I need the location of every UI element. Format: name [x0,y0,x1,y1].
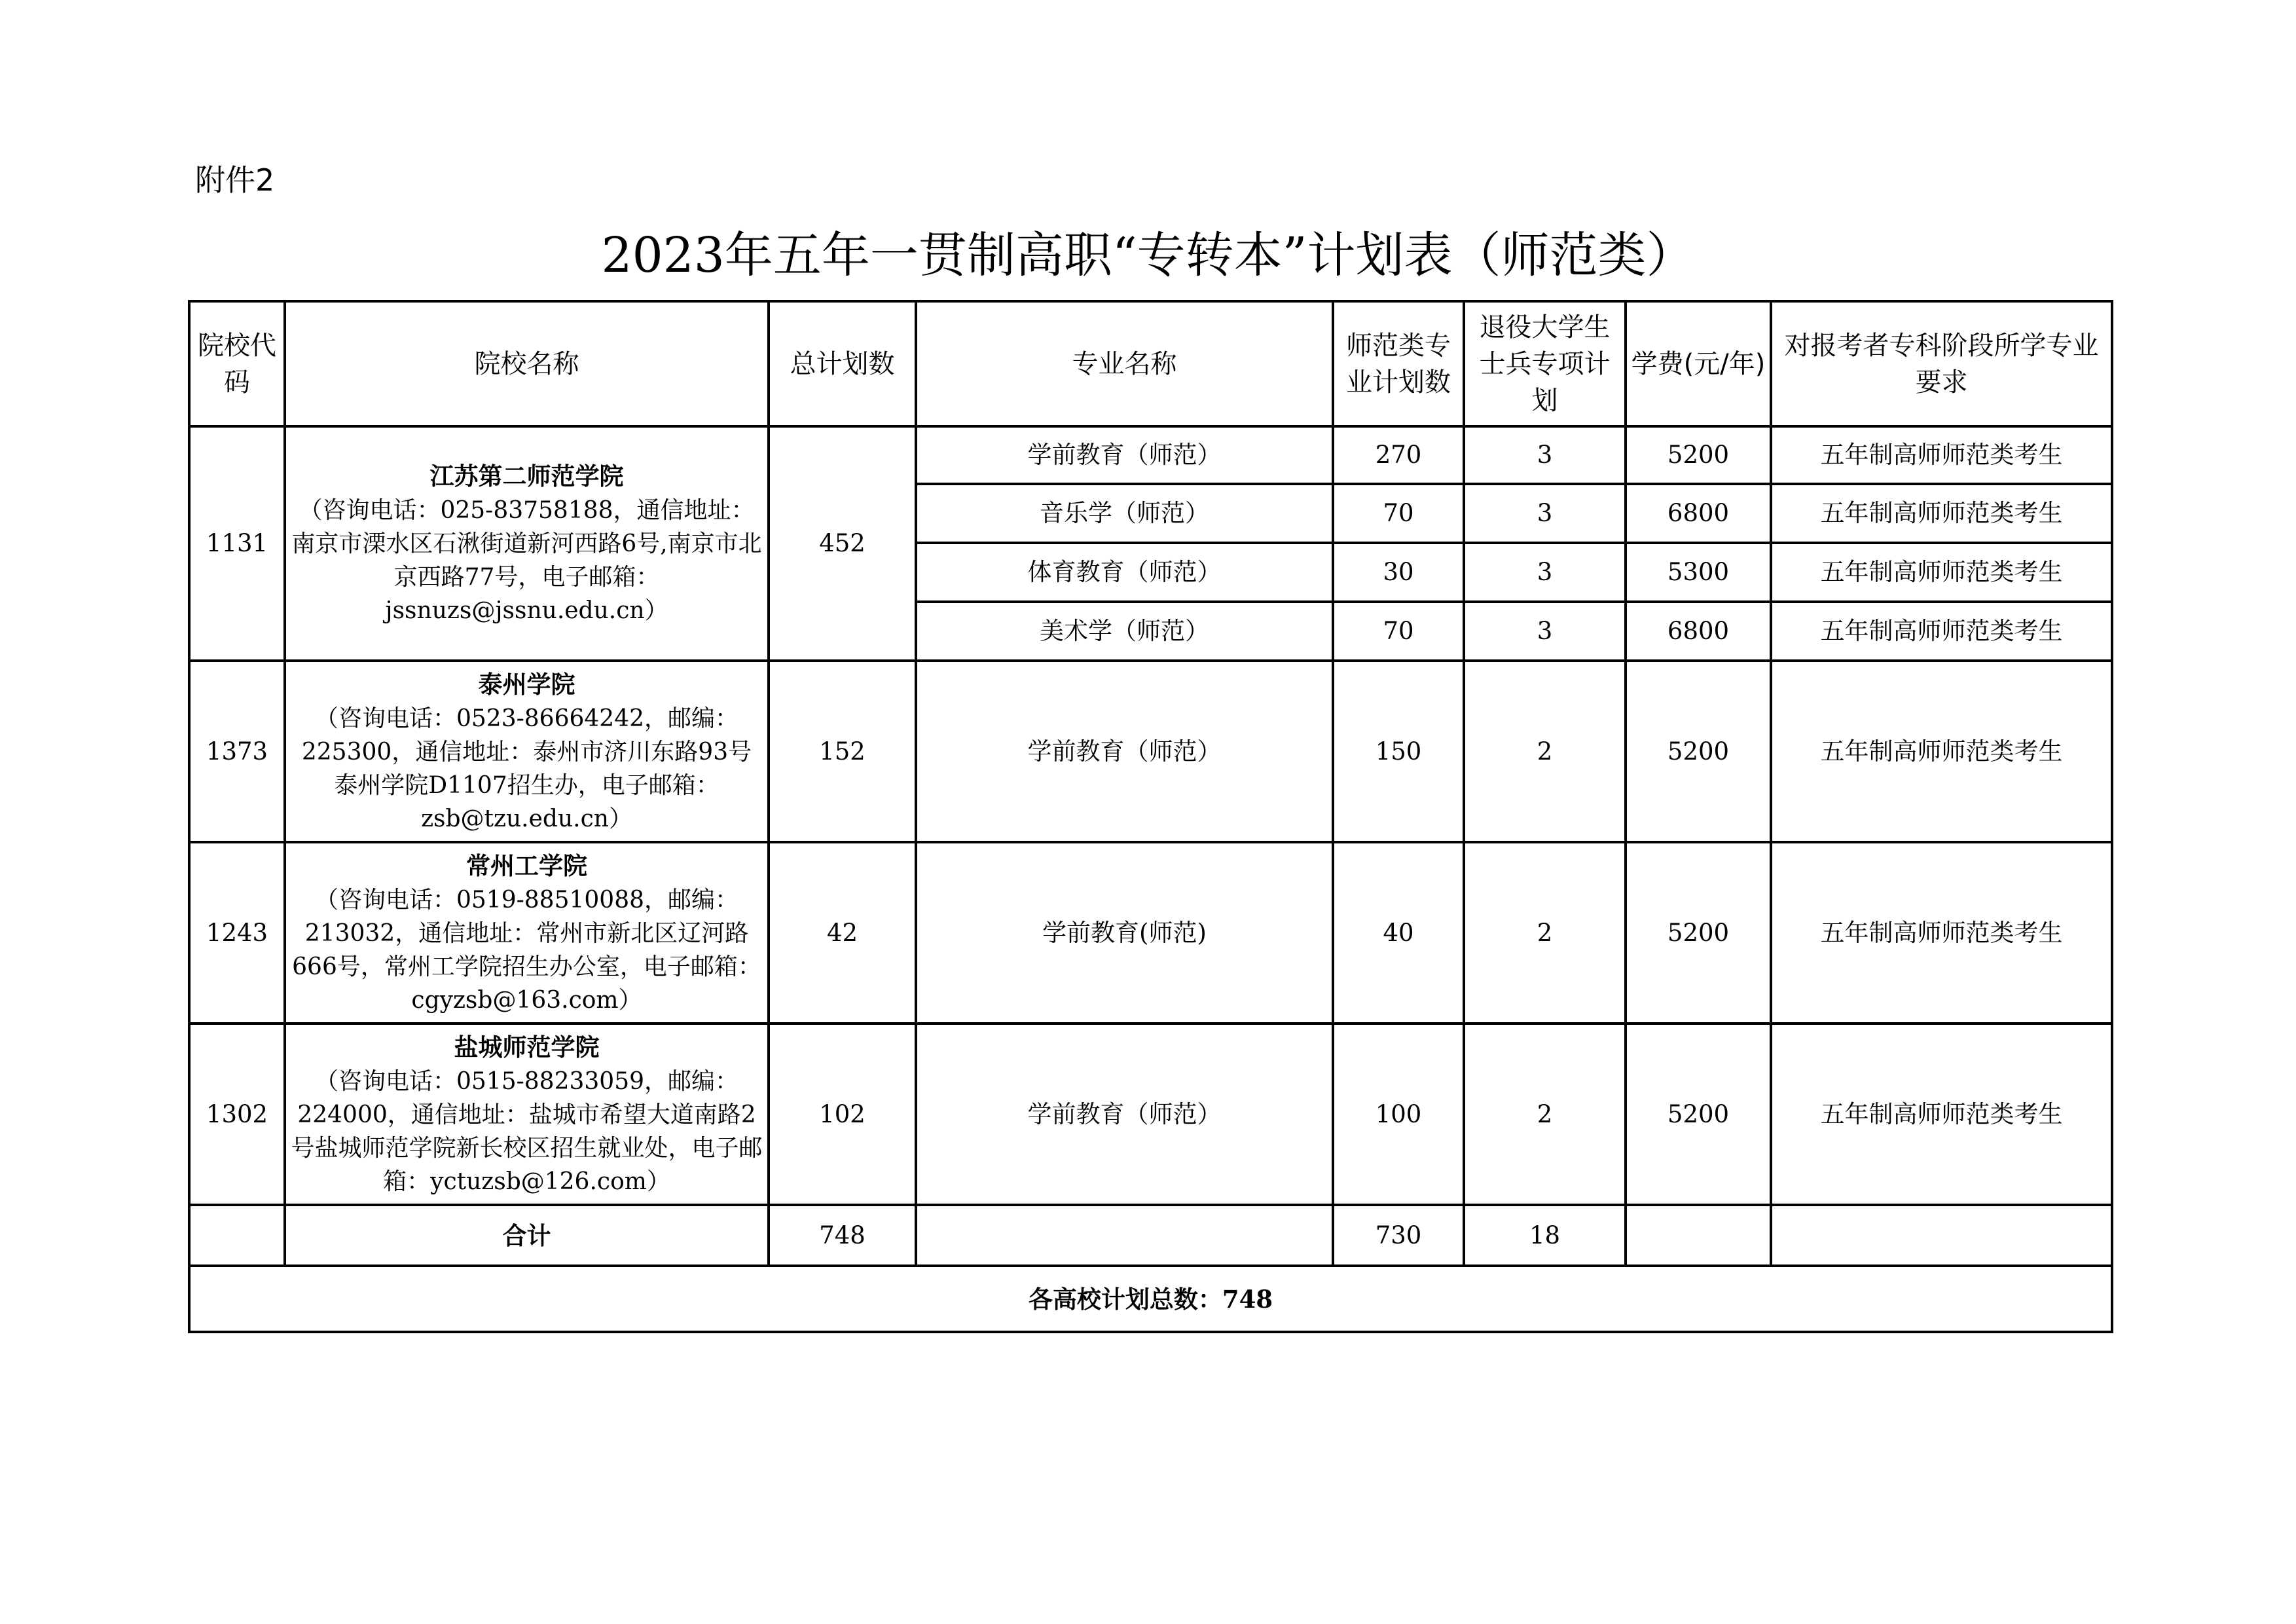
requirement: 五年制高师师范类考生 [1771,543,2112,602]
normal-plan: 270 [1333,426,1464,484]
header-normal-plan: 师范类专业计划数 [1333,301,1464,426]
veteran-plan: 3 [1464,426,1626,484]
major-name: 学前教育（师范） [916,661,1333,842]
school-total: 42 [769,842,916,1024]
header-total: 总计划数 [769,301,916,426]
requirement: 五年制高师师范类考生 [1771,1024,2112,1205]
fee: 5200 [1626,1024,1771,1205]
fee: 6800 [1626,484,1771,543]
major-name: 学前教育（师范） [916,426,1333,484]
school-info: （咨询电话：025-83758188，通信地址：南京市溧水区石湫街道新河西路6号,南京市北京西路77号，电子邮箱：jssnuzs@jssnu.edu.cn） [291,497,762,624]
header-major: 专业名称 [916,301,1333,426]
major-name: 音乐学（师范） [916,484,1333,543]
fee: 5200 [1626,426,1771,484]
school-cell [285,661,769,842]
summary-normal: 730 [1333,1205,1464,1266]
header-school: 院校名称 [285,301,769,426]
school-name: 江苏第二师范学院 [429,462,624,490]
school-code: 1302 [189,1024,285,1205]
veteran-plan: 2 [1464,661,1626,842]
school-cell [285,1024,769,1205]
summary-veteran: 18 [1464,1205,1626,1266]
normal-plan: 30 [1333,543,1464,602]
veteran-plan: 3 [1464,602,1626,661]
school-name: 泰州学院 [478,670,575,699]
fee: 5200 [1626,842,1771,1024]
school-cell [285,842,769,1024]
table-row [189,842,2112,1024]
table-row [189,426,2112,484]
school-code: 1131 [189,426,285,661]
school-total: 452 [769,426,916,661]
school-total: 152 [769,661,916,842]
major-name: 学前教育(师范) [916,842,1333,1024]
normal-plan: 70 [1333,484,1464,543]
overall-total: 各高校计划总数：748 [189,1266,2112,1332]
major-name: 美术学（师范） [916,602,1333,661]
table-row [189,1024,2112,1205]
normal-plan: 150 [1333,661,1464,842]
header-row [189,301,2112,426]
fee: 6800 [1626,602,1771,661]
school-info: （咨询电话：0515-88233059，邮编：224000，通信地址：盐城市希望大道南路2号盐城师范学院新长校区招生就业处，电子邮箱：yctuzsb@126.com） [291,1067,763,1195]
header-requirement: 对报考者专科阶段所学专业要求 [1771,301,2112,426]
school-info: （咨询电话：0523-86664242，邮编：225300，通信地址：泰州市济川东路93号泰州学院D1107招生办，电子邮箱：zsb@tzu.edu.cn） [301,705,752,832]
attachment-label: 附件2 [195,162,275,198]
normal-plan: 100 [1333,1024,1464,1205]
normal-plan: 40 [1333,842,1464,1024]
school-code: 1243 [189,842,285,1024]
header-fee: 学费(元/年) [1626,301,1771,426]
school-name: 常州工学院 [466,851,587,880]
summary-label: 合计 [285,1205,769,1266]
header-code: 院校代码 [189,301,285,426]
summary-row [189,1205,2112,1266]
school-cell [285,426,769,661]
veteran-plan: 2 [1464,1024,1626,1205]
table-row [189,661,2112,842]
veteran-plan: 3 [1464,543,1626,602]
fee: 5300 [1626,543,1771,602]
requirement: 五年制高师师范类考生 [1771,484,2112,543]
footer-row [189,1266,2112,1332]
veteran-plan: 3 [1464,484,1626,543]
school-name: 盐城师范学院 [454,1033,600,1061]
school-code: 1373 [189,661,285,842]
plan-table [188,300,2113,1333]
school-info: （咨询电话：0519-88510088，邮编：213032，通信地址：常州市新北区辽河路666号，常州工学院招生办公室，电子邮箱：cgyzsb@163.com） [292,886,761,1014]
fee: 5200 [1626,661,1771,842]
normal-plan: 70 [1333,602,1464,661]
header-veteran-plan: 退役大学生士兵专项计划 [1464,301,1626,426]
summary-total: 748 [769,1205,916,1266]
school-total: 102 [769,1024,916,1205]
major-name: 体育教育（师范） [916,543,1333,602]
requirement: 五年制高师师范类考生 [1771,842,2112,1024]
page-title: 2023年五年一贯制高职“专转本”计划表（师范类） [601,227,1695,284]
requirement: 五年制高师师范类考生 [1771,602,2112,661]
requirement: 五年制高师师范类考生 [1771,661,2112,842]
veteran-plan: 2 [1464,842,1626,1024]
requirement: 五年制高师师范类考生 [1771,426,2112,484]
major-name: 学前教育（师范） [916,1024,1333,1205]
